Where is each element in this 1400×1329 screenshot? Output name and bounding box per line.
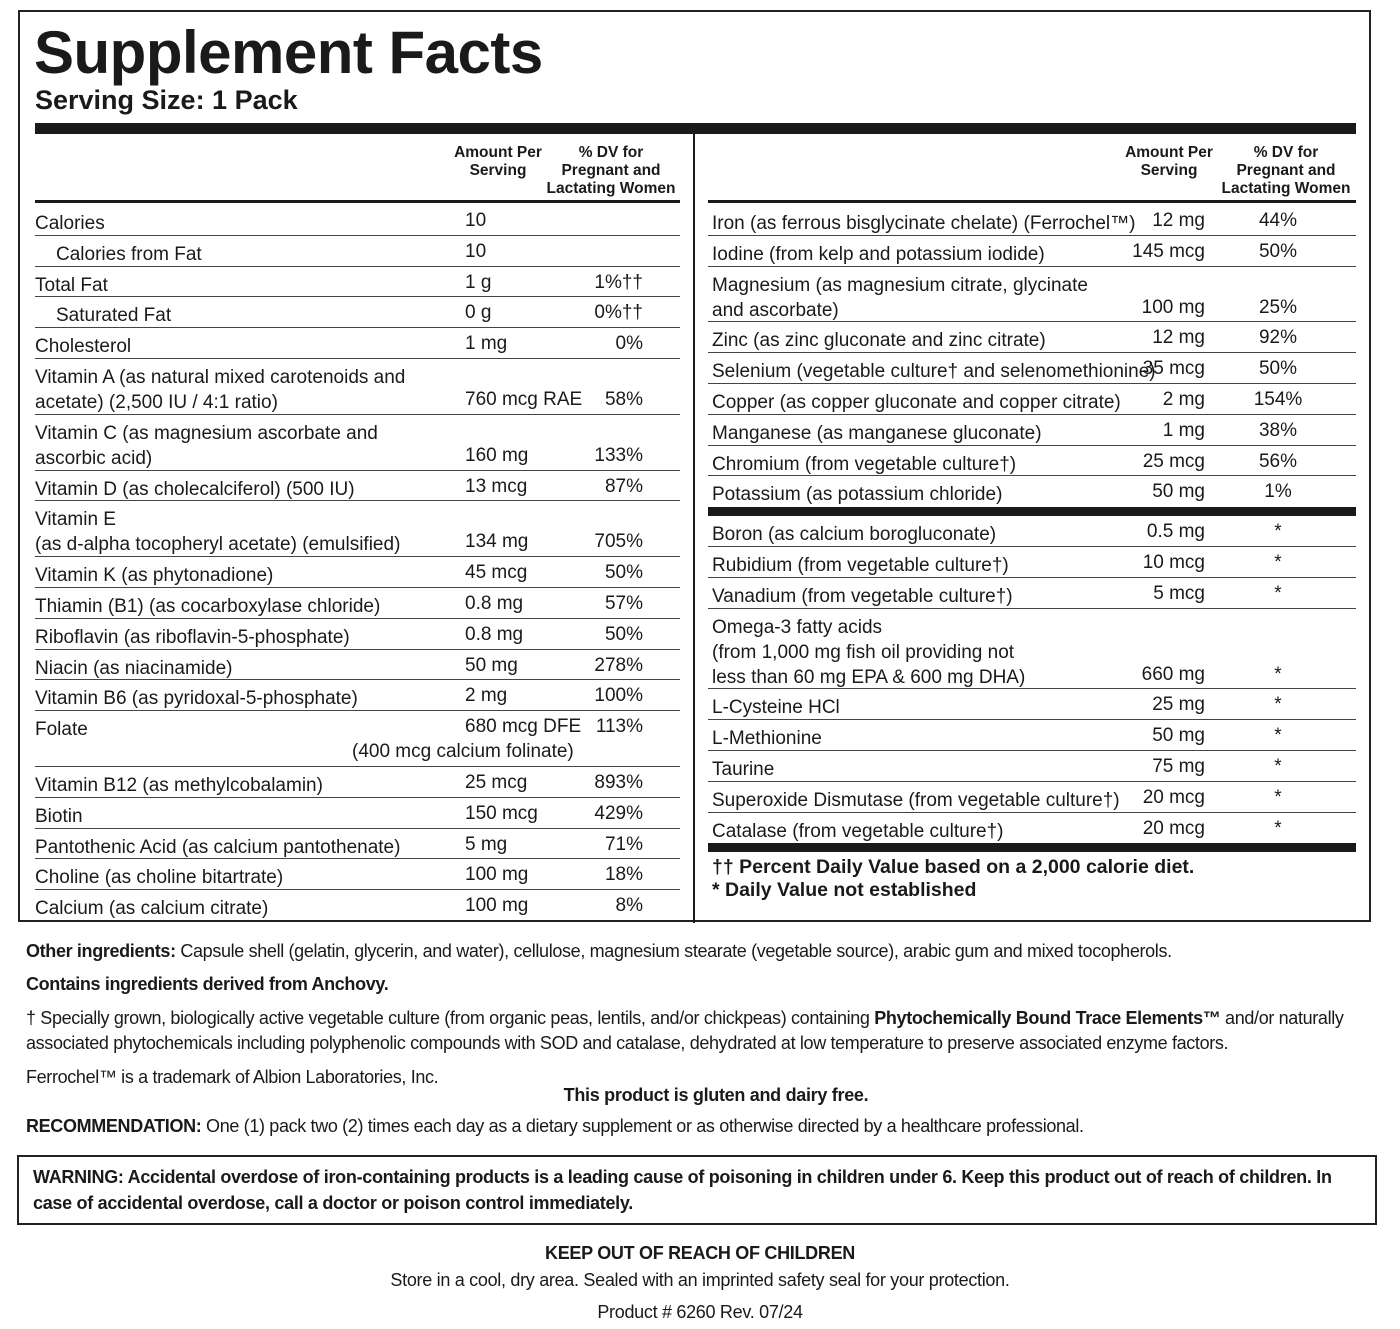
nutrient-dv: 154% xyxy=(1253,388,1303,410)
nutrient-name: Vanadium (from vegetable culture†) xyxy=(712,585,1013,607)
nutrient-row xyxy=(35,650,680,681)
nutrient-dv: 58% xyxy=(604,388,643,410)
nutrient-row xyxy=(708,205,1356,236)
nutrient-row xyxy=(35,501,680,557)
nutrient-row xyxy=(708,813,1356,853)
nutrient-row xyxy=(708,267,1356,323)
nutrient-dv: 100% xyxy=(594,685,643,707)
trace-elements-brand: Phytochemically Bound Trace Elements™ xyxy=(874,1008,1221,1028)
nutrient-amount: 50 mg xyxy=(465,654,518,676)
storage-note: Store in a cool, dry area. Sealed with an imprinted safety seal for your protection. xyxy=(390,1270,1010,1290)
nutrient-dv: 38% xyxy=(1258,419,1298,441)
nutrient-dv: * xyxy=(1274,817,1282,839)
nutrient-amount: 25 mcg xyxy=(1142,450,1205,472)
nutrient-amount: 1 mg xyxy=(1162,419,1205,441)
nutrient-amount: 35 mcg xyxy=(1142,358,1205,380)
nutrient-amount: 50 mg xyxy=(1152,725,1205,747)
nutrient-name: Saturated Fat xyxy=(56,305,172,327)
nutrient-dv: 1%†† xyxy=(594,271,643,293)
nutrient-dv: 705% xyxy=(594,531,643,553)
nutrient-amount: 100 mg xyxy=(465,895,529,917)
nutrient-row xyxy=(35,267,680,298)
recommendation-text: One (1) pack two (2) times each day as a dietary supplement or as otherwise directed by a healthcare professional. xyxy=(201,1116,1084,1136)
nutrient-name: Iron (as ferrous bisglycinate chelate) (Ferrochel™) xyxy=(712,213,1136,234)
nutrient-name: Potassium (as potassium chloride) xyxy=(712,484,1003,506)
nutrient-name: Vitamin A (as natural mixed carotenoids and acetate) (2,500 IU / 4:1 ratio) xyxy=(35,366,406,413)
nutrient-name: Copper (as copper gluconate and copper citrate) xyxy=(712,391,1121,413)
trademark-note: Ferrochel™ is a trademark of Albion Laboratories, Inc. xyxy=(26,1067,439,1087)
nutrient-name: Omega-3 fatty acids (from 1,000 mg fish oil providing not less than 60 mg EPA & 600 mg DHA) xyxy=(712,616,1026,688)
nutrient-row xyxy=(708,689,1356,720)
footnote-asterisk: * Daily Value not established xyxy=(712,879,977,901)
nutrient-row xyxy=(35,328,680,359)
nutrient-row xyxy=(35,680,680,711)
nutrient-name: L-Cysteine HCl xyxy=(712,697,840,719)
nutrient-row xyxy=(708,236,1356,267)
nutrient-name: Selenium (vegetable culture† and selenomethionine) xyxy=(712,361,1156,383)
amount-header: Amount Per Serving xyxy=(1125,144,1213,179)
nutrient-row xyxy=(708,353,1356,384)
nutrient-name: Taurine xyxy=(712,758,775,780)
recommendation xyxy=(26,1114,1084,1139)
nutrient-name: Calories from Fat xyxy=(56,243,202,265)
nutrient-amount: 10 xyxy=(465,210,487,231)
nutrient-amount: 25 mcg xyxy=(465,771,528,793)
nutrient-row xyxy=(35,859,680,890)
nutrient-amount: 5 mg xyxy=(465,833,508,855)
nutrient-dv: 133% xyxy=(594,444,643,466)
nutrient-amount: 20 mcg xyxy=(1142,817,1205,839)
nutrient-dv: * xyxy=(1274,725,1282,747)
nutrient-dv: 278% xyxy=(594,654,643,676)
nutrient-name: Vitamin D (as cholecalciferol) (500 IU) xyxy=(35,478,355,500)
nutrient-row xyxy=(708,415,1356,446)
nutrient-row xyxy=(35,236,680,267)
nutrient-amount: 0.5 mg xyxy=(1146,521,1205,543)
nutrient-amount: 13 mcg xyxy=(465,475,528,497)
nutrient-row xyxy=(35,297,680,328)
nutrient-row xyxy=(708,547,1356,578)
nutrient-dv: * xyxy=(1274,582,1282,604)
nutrient-name: Folate xyxy=(35,719,88,741)
nutrient-note: (400 mcg calcium folinate) xyxy=(352,741,574,763)
nutrient-dv: 18% xyxy=(604,864,643,886)
nutrient-dv: 50% xyxy=(604,562,643,584)
nutrient-row xyxy=(35,767,680,798)
nutrient-row xyxy=(708,720,1356,751)
left-rows xyxy=(35,205,680,921)
nutrient-dv: 8% xyxy=(615,895,643,917)
nutrient-amount: 75 mg xyxy=(1152,755,1205,777)
nutrient-name: Cholesterol xyxy=(35,336,132,358)
header-rule xyxy=(708,200,1356,203)
nutrient-dv: 893% xyxy=(594,771,643,793)
nutrient-amount: 760 mcg RAE xyxy=(465,388,583,410)
nutrient-row xyxy=(35,588,680,619)
nutrient-amount: 25 mg xyxy=(1152,694,1205,716)
nutrient-row xyxy=(708,751,1356,782)
footnotes xyxy=(712,856,1194,902)
nutrient-dv: 92% xyxy=(1258,327,1298,349)
nutrient-row xyxy=(708,476,1356,516)
nutrient-row xyxy=(708,782,1356,813)
nutrient-dv: 50% xyxy=(604,623,643,645)
nutrient-name: Choline (as choline bitartrate) xyxy=(35,867,284,889)
nutrient-amount: 145 mcg xyxy=(1132,240,1205,262)
nutrient-amount: 160 mg xyxy=(465,444,529,466)
nutrient-row xyxy=(35,711,680,767)
nutrient-name: Biotin xyxy=(35,805,83,827)
nutrient-row xyxy=(35,359,680,415)
nutrient-dv: * xyxy=(1274,786,1282,808)
nutrient-amount: 2 mg xyxy=(465,685,508,707)
nutrient-row xyxy=(35,890,680,921)
nutrient-dv: 50% xyxy=(1258,240,1298,262)
amount-header: Amount Per Serving xyxy=(454,144,542,179)
nutrient-dv: 25% xyxy=(1258,296,1298,318)
nutrient-dv: 0% xyxy=(615,333,643,355)
keep-out-of-reach: KEEP OUT OF REACH OF CHILDREN xyxy=(545,1243,855,1263)
recommendation-label: RECOMMENDATION: xyxy=(26,1116,202,1136)
nutrient-row xyxy=(35,205,680,236)
column-divider xyxy=(693,134,695,923)
nutrient-amount: 10 mcg xyxy=(1142,551,1205,573)
nutrient-name: L-Methionine xyxy=(712,728,822,750)
nutrient-amount: 2 mg xyxy=(1162,388,1205,410)
nutrient-name: Pantothenic Acid (as calcium pantothenate) xyxy=(35,836,401,858)
nutrient-name: Manganese (as manganese gluconate) xyxy=(712,422,1042,444)
nutrient-name: Rubidium (from vegetable culture†) xyxy=(712,554,1009,576)
nutrient-amount: 150 mcg xyxy=(465,802,538,824)
nutrient-amount: 680 mcg DFE xyxy=(465,716,582,738)
nutrient-amount: 12 mg xyxy=(1152,210,1205,231)
culture-footnote: † Specially grown, biologically active vegetable culture (from organic peas, lentils, and/or chickpeas) containing Phytochemically Bound Trace Elements™ and/or naturally associated phytochemicals including polyphenolic compounds with SOD and catalase, dehydrated at low temperature to preserve associated enzyme factors. xyxy=(26,1008,1344,1053)
nutrient-amount: 100 mg xyxy=(465,864,529,886)
nutrient-dv: * xyxy=(1274,663,1282,685)
nutrient-amount: 0.8 mg xyxy=(465,592,524,614)
nutrient-name: Calcium (as calcium citrate) xyxy=(35,898,269,920)
nutrient-row xyxy=(708,609,1356,690)
nutrient-name: Vitamin K (as phytonadione) xyxy=(35,565,274,587)
nutrient-amount: 0.8 mg xyxy=(465,623,524,645)
nutrient-amount: 0 g xyxy=(465,302,492,324)
nutrient-name: Total Fat xyxy=(35,274,108,296)
nutrient-dv: 44% xyxy=(1258,210,1298,231)
nutrient-row xyxy=(35,619,680,650)
nutrient-dv: * xyxy=(1274,694,1282,716)
nutrient-row xyxy=(708,446,1356,477)
nutrient-amount: 50 mg xyxy=(1152,481,1205,503)
nutrient-name: Vitamin C (as magnesium ascorbate and ascorbic acid) xyxy=(35,422,378,469)
nutrient-name: Vitamin B6 (as pyridoxal-5-phosphate) xyxy=(35,688,358,710)
nutrient-name: Riboflavin (as riboflavin-5-phosphate) xyxy=(35,626,350,648)
nutrient-amount: 45 mcg xyxy=(465,562,528,584)
right-rows xyxy=(708,205,1356,852)
facts-title: Supplement Facts xyxy=(34,19,543,86)
nutrient-name: Magnesium (as magnesium citrate, glycinate and ascorbate) xyxy=(712,274,1088,321)
nutrient-amount: 660 mg xyxy=(1141,663,1205,685)
nutrient-name: Vitamin E (as d-alpha tocopheryl acetate) (emulsified) xyxy=(35,509,401,556)
nutrient-row xyxy=(708,578,1356,609)
nutrient-dv: 56% xyxy=(1258,450,1298,472)
dv-header: % DV for Pregnant and Lactating Women xyxy=(546,144,676,197)
nutrient-row xyxy=(35,471,680,502)
nutrient-name: Iodine (from kelp and potassium iodide) xyxy=(712,243,1045,265)
nutrient-dv: 113% xyxy=(595,716,643,738)
nutrient-name: Boron (as calcium borogluconate) xyxy=(712,524,997,546)
nutrient-amount: 10 xyxy=(465,240,487,262)
nutrient-dv: 50% xyxy=(1258,358,1298,380)
nutrient-amount: 12 mg xyxy=(1152,327,1205,349)
allergen-note: Contains ingredients derived from Anchovy. xyxy=(26,974,389,994)
nutrient-name: Catalase (from vegetable culture†) xyxy=(712,820,1004,842)
nutrient-dv: * xyxy=(1274,521,1282,543)
header-rule xyxy=(35,200,680,203)
other-ingredients-label: Other ingredients: xyxy=(26,941,176,961)
nutrient-name: Zinc (as zinc gluconate and zinc citrate) xyxy=(712,330,1046,352)
nutrient-row xyxy=(35,829,680,860)
other-ingredients xyxy=(26,939,1172,964)
product-code: Product # 6260 Rev. 07/24 xyxy=(597,1302,803,1322)
serving-size: Serving Size: 1 Pack xyxy=(35,85,298,115)
nutrient-amount: 134 mg xyxy=(465,531,529,553)
nutrient-dv: * xyxy=(1274,755,1282,777)
nutrient-row xyxy=(35,798,680,829)
footnote-dagger: †† Percent Daily Value based on a 2,000 calorie diet. xyxy=(712,856,1195,878)
nutrient-dv: 71% xyxy=(604,833,643,855)
nutrient-amount: 20 mcg xyxy=(1142,786,1205,808)
gluten-dairy-free: This product is gluten and dairy free. xyxy=(563,1085,869,1105)
nutrient-amount: 1 mg xyxy=(465,333,508,355)
header-bar xyxy=(35,123,1356,134)
nutrient-row xyxy=(708,516,1356,547)
nutrient-name: Calories xyxy=(35,213,105,234)
nutrient-row xyxy=(35,557,680,588)
nutrient-amount: 1 g xyxy=(465,271,492,293)
nutrient-name: Niacin (as niacinamide) xyxy=(35,657,233,679)
nutrient-name: Chromium (from vegetable culture†) xyxy=(712,453,1017,475)
nutrient-row xyxy=(708,322,1356,353)
nutrient-row xyxy=(35,415,680,471)
nutrient-row xyxy=(708,384,1356,415)
nutrient-name: Vitamin B12 (as methylcobalamin) xyxy=(35,774,323,796)
dv-header: % DV for Pregnant and Lactating Women xyxy=(1221,144,1351,197)
other-ingredients-text: Capsule shell (gelatin, glycerin, and water), cellulose, magnesium stearate (vegetable source), arabic gum and mixed tocopherols. xyxy=(175,941,1172,961)
nutrient-dv: 87% xyxy=(604,475,643,497)
nutrient-dv: 0%†† xyxy=(594,302,643,324)
nutrient-amount: 5 mcg xyxy=(1153,582,1205,604)
nutrient-amount: 100 mg xyxy=(1141,296,1205,318)
nutrient-name: Thiamin (B1) (as cocarboxylase chloride) xyxy=(35,595,381,617)
warning-box: WARNING: Accidental overdose of iron-containing products is a leading cause of poisoning in children under 6. Keep this product out of reach of children. In case of accidental overdose, call a doctor or poison control immediately. xyxy=(17,1155,1377,1225)
nutrient-name: Superoxide Dismutase (from vegetable culture†) xyxy=(712,789,1120,811)
nutrient-dv: 57% xyxy=(604,592,643,614)
nutrient-dv: * xyxy=(1274,551,1282,573)
nutrient-dv: 429% xyxy=(594,802,643,824)
nutrient-dv: 1% xyxy=(1264,481,1292,503)
supplement-facts-panel xyxy=(18,10,1371,922)
